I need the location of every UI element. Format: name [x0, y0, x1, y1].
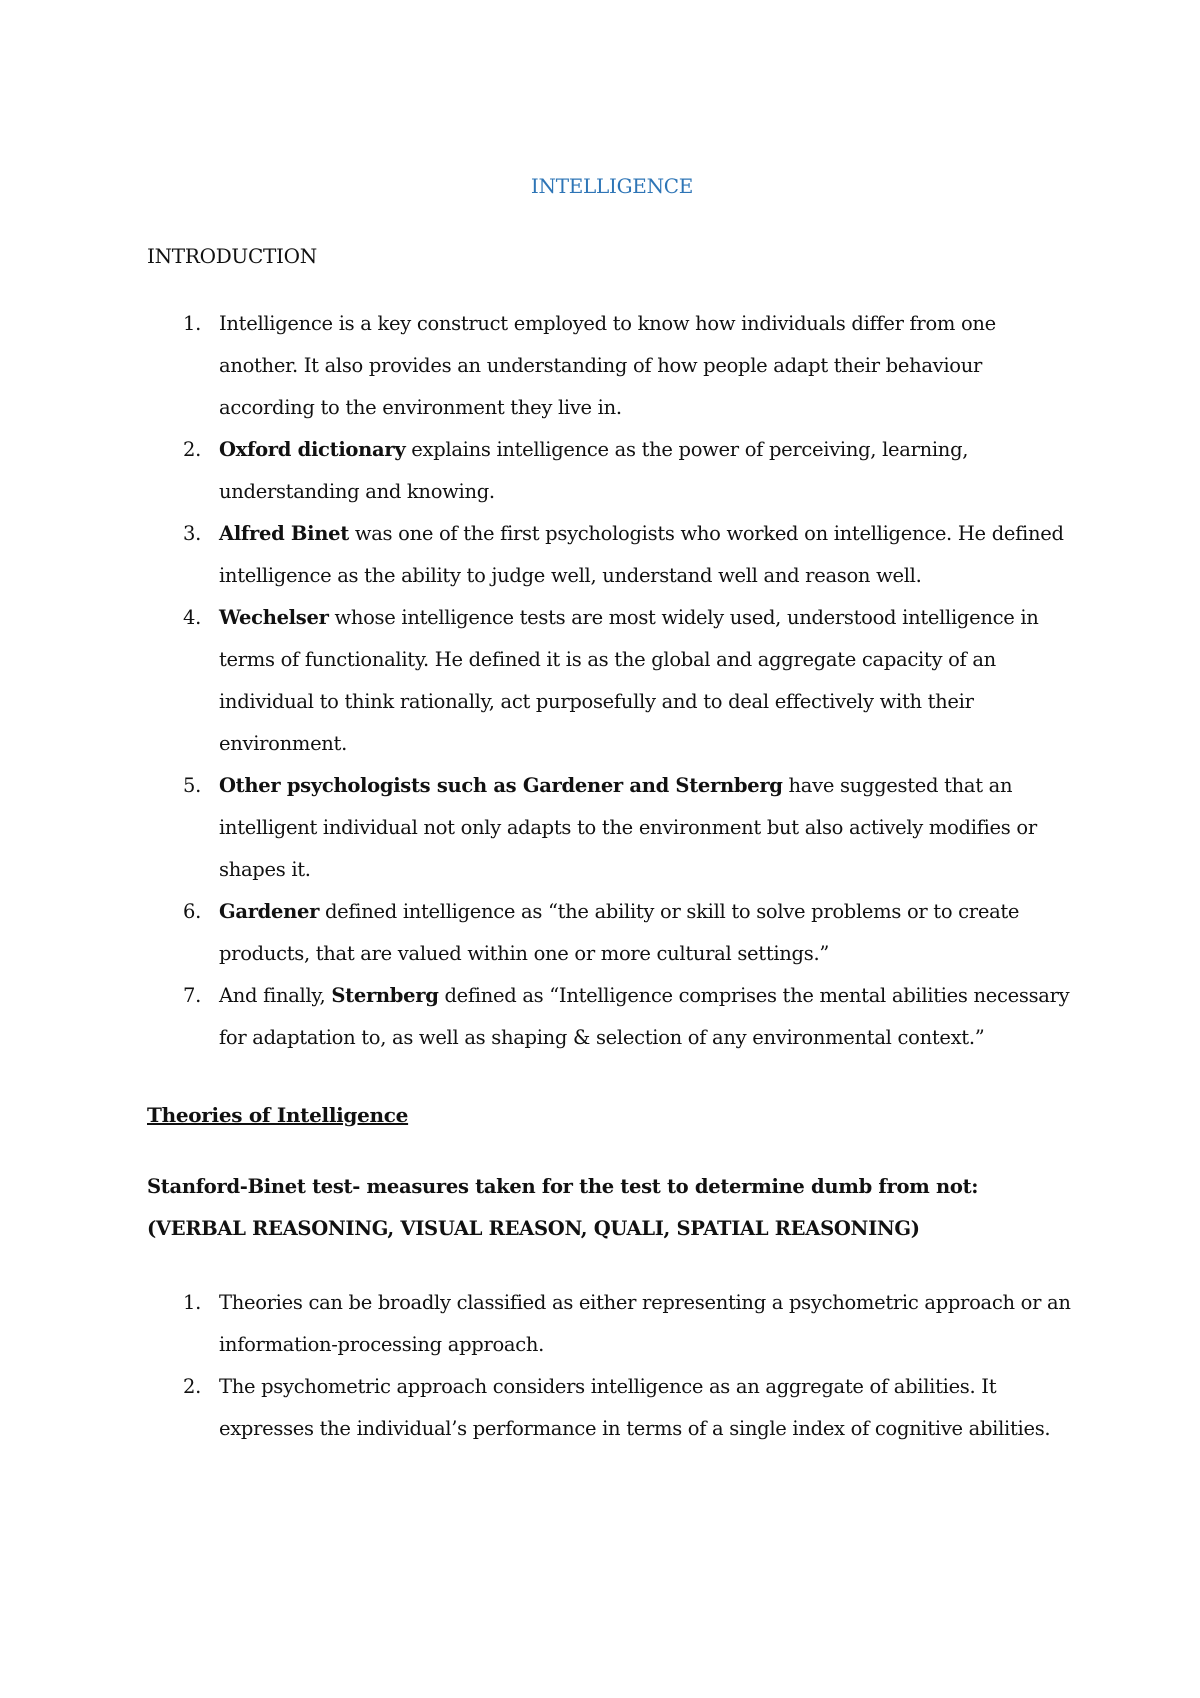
introduction-list	[147, 303, 1077, 1059]
list-item-text: whose intelligence tests are most widely used, understood intelligence in terms of functionality. He defined it is as the global and aggregate capacity of an individual to think rationally, act purposefully and to deal effectively with their environment.	[219, 606, 1039, 755]
list-item-text: Theories can be broadly classified as either representing a psychometric approach or an information-processing approach.	[219, 1291, 1071, 1356]
list-item-lead: Gardener	[219, 900, 320, 923]
list-item	[147, 1282, 1077, 1366]
list-number: 1.	[183, 312, 202, 335]
list-item-text: defined as “Intelligence comprises the mental abilities necessary for adaptation to, as well as shaping & selection of any environmental context.”	[219, 984, 1070, 1049]
list-item-lead: Other psychologists such as Gardener and Sternberg	[219, 774, 783, 797]
stanford-binet-categories: (VERBAL REASONING, VISUAL REASON, QUALI, SPATIAL REASONING)	[147, 1217, 920, 1240]
list-number: 6.	[183, 900, 202, 923]
list-item	[147, 891, 1077, 975]
document-body	[147, 172, 1077, 1450]
list-item-text: Intelligence is a key construct employed to know how individuals differ from one another. It also provides an understanding of how people adapt their behaviour according to the environment they live in.	[219, 312, 996, 419]
theories-list	[147, 1282, 1077, 1450]
introduction-heading: INTRODUCTION	[147, 244, 317, 268]
list-item-text: explains intelligence as the power of perceiving, learning, understanding and knowing.	[219, 438, 969, 503]
theories-heading: Theories of Intelligence	[147, 1103, 409, 1127]
list-item	[147, 303, 1077, 429]
list-item-prefix: And finally,	[219, 984, 332, 1007]
list-number: 4.	[183, 606, 202, 629]
list-item-lead: Sternberg	[331, 984, 439, 1007]
list-number: 2.	[183, 438, 202, 461]
list-item-text: have suggested that an intelligent individual not only adapts to the environment but also actively modifies or shapes it.	[219, 774, 1037, 881]
list-item	[147, 597, 1077, 765]
list-item-lead: Wechelser	[219, 606, 329, 629]
list-number: 1.	[183, 1291, 202, 1314]
stanford-binet-note	[147, 1166, 1077, 1250]
list-number: 3.	[183, 522, 202, 545]
document-title: INTELLIGENCE	[530, 174, 694, 198]
list-number: 5.	[183, 774, 202, 797]
list-item-lead: Oxford dictionary	[219, 438, 406, 461]
list-item-text: The psychometric approach considers intelligence as an aggregate of abilities. It expresses the individual’s performance in terms of a single index of cognitive abilities.	[219, 1375, 1051, 1440]
stanford-binet-line: Stanford-Binet test- measures taken for the test to determine dumb from not:	[147, 1175, 979, 1198]
list-item-text: defined intelligence as “the ability or skill to solve problems or to create products, that are valued within one or more cultural settings.”	[219, 900, 1020, 965]
list-item	[147, 975, 1077, 1059]
list-number: 2.	[183, 1375, 202, 1398]
list-item	[147, 765, 1077, 891]
list-item-text: was one of the first psychologists who worked on intelligence. He defined intelligence as the ability to judge well, understand well and reason well.	[219, 522, 1064, 587]
list-item	[147, 1366, 1077, 1450]
list-item-lead: Alfred Binet	[219, 522, 349, 545]
list-item	[147, 513, 1077, 597]
list-item	[147, 429, 1077, 513]
list-number: 7.	[183, 984, 202, 1007]
